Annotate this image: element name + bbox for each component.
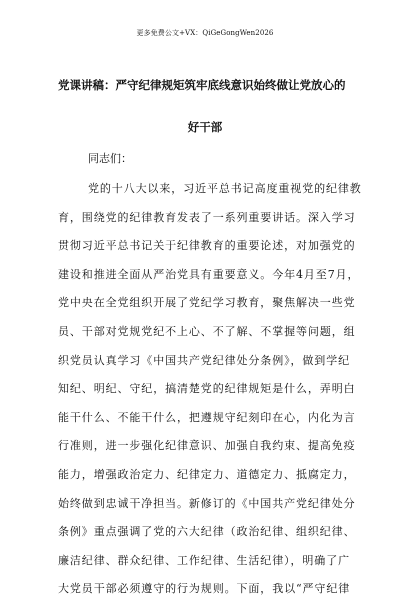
body-line: 大党员干部必须遵守的行为规则。下面，我以“严守纪律 <box>58 582 351 596</box>
document-title-line-2: 好干部 <box>187 120 223 134</box>
body-line: 廉洁纪律、群众纪律、工作纪律、生活纪律），明确了广 <box>58 553 350 567</box>
body-line: 党中央在全党组织开展了党纪学习教育，聚焦解决一些党 <box>58 296 356 310</box>
salutation: 同志们： <box>88 152 132 165</box>
body-line: 能干什么、不能干什么，把遵规守纪刻印在心，内化为言 <box>58 410 356 424</box>
body-line: 知纪、明纪、守纪，搞清楚党的纪律规矩是什么，弄明白 <box>58 382 356 396</box>
body-line: 始终做到忠诚干净担当。新修订的《中国共产党纪律处分 <box>58 496 356 510</box>
body-line: 能力，增强政治定力、纪律定力、道德定力、抵腐定力， <box>58 468 356 481</box>
body-line: 育，围绕党的纪律教育发表了一系列重要讲话。深入学习 <box>58 210 356 224</box>
body-line: 党的十八大以来，习近平总书记高度重视党的纪律教 <box>88 182 362 195</box>
header-note: 更多免费公文+VX：QiGeGongWen2026 <box>136 29 274 37</box>
body-line: 员、干部对党规党纪不上心、不了解、不掌握等问题，组 <box>58 325 356 338</box>
body-line: 织党员认真学习《中国共产党纪律处分条例》，做到学纪 <box>58 353 350 367</box>
body-line: 行准则，进一步强化纪律意识、加强自我约束、提高免疫 <box>58 439 356 453</box>
document-title-line-1: 党课讲稿：严守纪律规矩筑牢底线意识始终做让党放心的 <box>58 78 346 92</box>
body-line: 条例》重点强调了党的六大纪律（政治纪律、组织纪律、 <box>58 525 356 539</box>
body-line: 贯彻习近平总书记关于纪律教育的重要论述，对加强党的 <box>58 239 356 253</box>
body-line: 建设和推进全面从严治党具有重要意义。今年4月至7月， <box>58 267 360 281</box>
